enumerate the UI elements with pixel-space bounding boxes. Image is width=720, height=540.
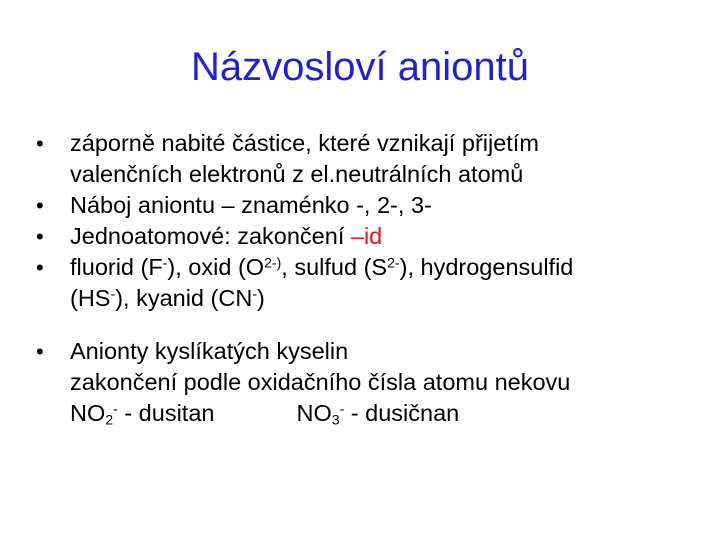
formula-base: NO	[296, 400, 332, 426]
text-fragment: ), kyanid (CN	[115, 285, 253, 311]
text-fragment: )	[257, 285, 265, 311]
text-fragment: ), oxid (O	[167, 254, 265, 280]
text-fragment: (HS	[70, 285, 111, 311]
bullet-text-line: valenčních elektronů z el.neutrálních atomů	[70, 161, 524, 187]
charge-superscript: -	[113, 400, 118, 417]
bullet-text: Jednoatomové: zakončení	[70, 223, 351, 249]
charge-superscript: -	[110, 285, 116, 302]
bullet-icon: •	[36, 339, 44, 364]
charge-superscript: -	[252, 285, 258, 302]
bullet-item-definition	[30, 128, 700, 190]
formula-subscript: 2	[105, 411, 114, 428]
bullet-list	[30, 128, 700, 429]
bullet-item-charge	[30, 190, 700, 221]
bullet-text-line: zakončení podle oxidačního čísla atomu nekovu	[70, 369, 571, 395]
bullet-text-line	[70, 221, 700, 252]
bullet-item-oxyacids	[30, 336, 700, 429]
text-fragment: ), hydrogensulfid	[399, 254, 574, 280]
spacer	[30, 314, 700, 336]
bullet-icon: •	[36, 131, 44, 156]
text-fragment: , sulfud (S	[281, 254, 388, 280]
bullet-item-examples	[30, 252, 700, 314]
bullet-icon: •	[36, 193, 44, 218]
bullet-text-line	[70, 398, 700, 429]
slide-title: Názvosloví aniontů	[191, 45, 529, 89]
charge-superscript: 2-	[387, 254, 400, 271]
bullet-text-line: Náboj aniontu – znaménko -, 2-, 3-	[70, 192, 432, 218]
bullet-text-line	[70, 252, 700, 283]
suffix-highlight: –id	[350, 223, 383, 249]
bullet-text-line: Anionty kyslíkatých kyselin	[70, 338, 349, 364]
charge-superscript: -	[339, 400, 345, 417]
bullet-text-line: záporně nabité částice, které vznikají přijetím	[70, 130, 539, 156]
name-nitrite: - dusitan	[117, 400, 215, 426]
formula-subscript: 3	[331, 411, 340, 428]
charge-superscript: -	[162, 254, 168, 271]
bullet-text-line	[70, 283, 700, 314]
name-nitrate: - dusičnan	[344, 400, 460, 426]
bullet-icon: •	[36, 224, 44, 249]
formula-nitrate	[296, 400, 344, 426]
bullet-icon: •	[36, 255, 44, 280]
formula-nitrite	[70, 400, 118, 426]
charge-superscript: 2-)	[264, 254, 282, 271]
formula-base: NO	[70, 400, 106, 426]
text-fragment: fluorid (F	[70, 254, 163, 280]
bullet-item-monoatomic	[30, 221, 700, 252]
